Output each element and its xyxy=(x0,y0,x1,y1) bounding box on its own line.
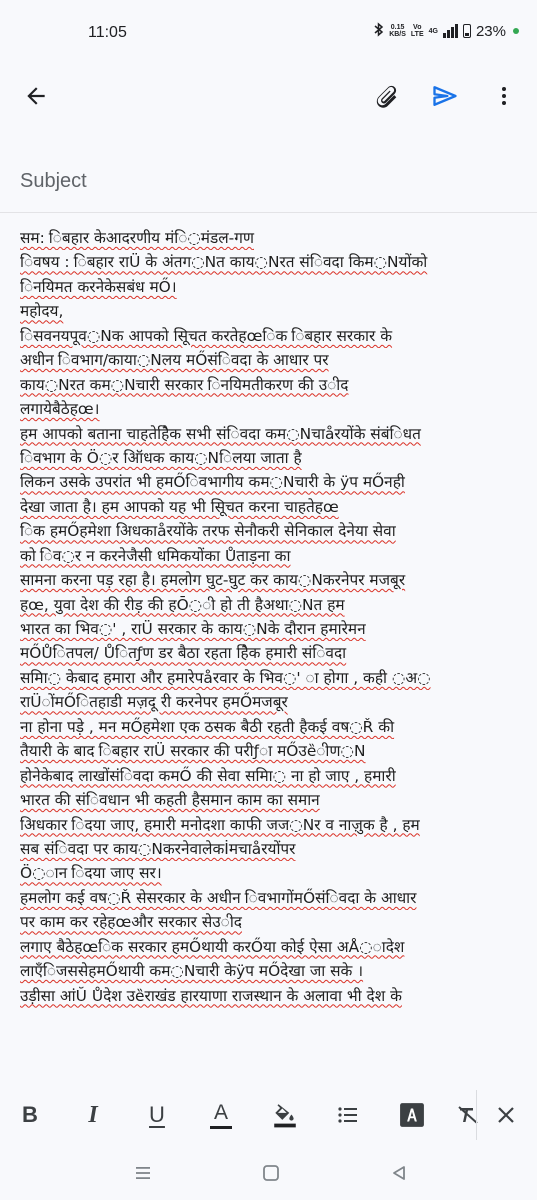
formatting-toolbar xyxy=(0,1086,537,1144)
subject-row xyxy=(0,150,537,213)
body-line: सब संिवदा पर काय◌Nकरनेवालेकİमचाåरयोंपर xyxy=(20,839,296,858)
more-vert-icon xyxy=(492,84,516,108)
status-bar xyxy=(0,0,537,66)
body-line: लिकन उसके उपरांत भी हमŐिवभागीय कम◌Nचारी के ÿप मŐनही xyxy=(20,473,405,492)
body-line: तैयारी के बाद िबहार राÜ सरकार की परीƒा मŐउȅीण◌N xyxy=(20,742,366,761)
italic-button[interactable]: I xyxy=(88,1101,98,1128)
fill-color-icon xyxy=(272,1101,298,1129)
body-line: भारत की संिवधान भी कहती हैसमान काम का समान xyxy=(20,791,320,810)
format-bar-divider xyxy=(476,1090,477,1140)
text-color-swatch xyxy=(210,1126,232,1129)
subject-input[interactable] xyxy=(20,164,510,198)
back-button[interactable] xyxy=(12,66,60,126)
body-line: िवषय : िबहार राÜ के अंतग◌Nत काय◌Nरत संिवदा किम◌Nयोंको xyxy=(20,253,428,272)
text-color-button[interactable] xyxy=(203,1094,239,1136)
recents-icon xyxy=(133,1164,153,1182)
body-line: Ö◌ान िदया जाए सर। xyxy=(20,864,162,883)
battery-percent: 23% xyxy=(475,22,506,40)
volte-indicator xyxy=(411,24,424,38)
paperclip-icon xyxy=(372,82,400,110)
clear-formatting-button[interactable] xyxy=(450,1094,486,1136)
body-line: भारत का भिव◌' , राÜ सरकार के काय◌Nके दौरान हमारेमन xyxy=(20,620,366,638)
body-line: िनयिमत करनेकेसबंध मŐ। xyxy=(20,277,177,296)
status-icons xyxy=(374,22,519,40)
signal-icon xyxy=(443,24,458,38)
arrow-back-icon xyxy=(23,83,49,109)
nav-back-button[interactable] xyxy=(384,1158,414,1188)
bold-button[interactable]: B xyxy=(22,1102,38,1127)
privacy-indicator-dot xyxy=(513,28,519,34)
highlight-button[interactable] xyxy=(267,1094,303,1136)
network-speed-value: 0.15 xyxy=(390,24,405,31)
body-line: को िव◌र न करनेजैसी धमिकयोंका Ůताड़ना का xyxy=(20,546,291,565)
body-line: उड़ीसा आंŬ Ůदेश उȅराखंड हारयाणा राजस्थान के अलावा भी देश के xyxy=(20,986,402,1005)
network-speed-unit: KB/S xyxy=(389,31,406,38)
body-line: काय◌Nरत कम◌Nचारी सरकार िनयिमतीकरण की उ◌ीद xyxy=(20,375,349,394)
body-line: समाि◌ केबाद हमारा और हमारेपåरवार के भिव◌' ◌ा होगा , कही ◌अ◌ xyxy=(20,668,431,687)
body-line: ना होना पड़े , मन मŐहमेशा एक ठसक बैठी रहती हैकई वष◌Ř की xyxy=(20,717,395,736)
body-line: मŐŮितपल/ Ůितƒण डर बैठा रहता हैिक हमारी संिवदा xyxy=(20,644,347,663)
bluetooth-icon xyxy=(374,22,384,40)
body-line: महोदय, xyxy=(20,302,64,321)
body-line: िसवनयपूव◌Nक आपको सूिचत करतेहœिक िबहार सरकार के xyxy=(20,326,393,345)
attach-button[interactable] xyxy=(362,66,410,126)
text-format-button[interactable] xyxy=(394,1094,430,1136)
underline-button[interactable]: U xyxy=(149,1102,165,1127)
body-line: होनेकेबाद लाखोंसंिवदा कमŐ की सेवा समाि◌ ना हो जाए , हमारी xyxy=(20,766,396,785)
battery-icon xyxy=(463,24,471,38)
send-button[interactable] xyxy=(421,66,469,126)
body-line: हमलोग कई वष◌Ř सेसरकार के अधीन िवभागोंमŐसंिवदा के आधार xyxy=(20,888,417,907)
body-line: अधीन िवभाग/काया◌Nलय मŐसंिवदा के आधार पर xyxy=(20,351,329,370)
body-line: हœ, युवा देश की रीड़ की हŌ◌ी हाे ती हैअथा◌Nत हम xyxy=(20,595,345,614)
body-line: सम: िबहार केआदरणीय मंि◌मंडल-गण xyxy=(20,229,254,247)
status-time: 11:05 xyxy=(88,24,127,41)
text-color-label: A xyxy=(213,1101,228,1124)
network-type: 4G xyxy=(428,27,438,35)
system-navigation-bar xyxy=(0,1144,537,1200)
bulleted-list-icon xyxy=(335,1103,361,1127)
message-body[interactable] xyxy=(20,226,525,1062)
body-line: हम आपको बताना चाहतेहैिक सभी संिवदा कम◌Nचाåरयोंके संबंिधत xyxy=(20,424,421,443)
body-line: राÜोंमŐितहाडी मज़दू री करनेपर हमŐमजबूर xyxy=(20,693,288,712)
nav-back-icon xyxy=(389,1163,409,1183)
body-line: पर काम कर रहेहœऔर सरकार सेउ◌ीद xyxy=(20,913,242,932)
body-line: देखा जाता है। हम आपको यह भी सूिचत करना चाहतेहœ xyxy=(20,497,339,516)
volte-bottom: LTE xyxy=(410,31,424,38)
body-line: अिधकार िदया जाए, हमारी मनोदशा काफी जज◌Nर व नाज़ुक है , हम xyxy=(20,815,420,834)
body-line: िक हमŐहमेशा अिधकाåरयोंके तरफ सेनौकरी सेनिकाल देनेया सेवा xyxy=(20,522,396,541)
send-icon xyxy=(431,82,459,110)
body-line: िवभाग के Ö◌र ऑिधक काय◌Nिलया जाता है xyxy=(20,448,302,467)
close-icon xyxy=(494,1103,518,1127)
bulleted-list-button[interactable] xyxy=(330,1094,366,1136)
home-icon xyxy=(261,1163,281,1183)
body-line: सामना करना पड़ रहा है। हमलोग घुट-घुट कर काय◌Nकरनेपर मजबूर xyxy=(20,571,406,590)
volte-top: Vo xyxy=(413,24,422,31)
body-line: लगायेबैठेहœ। xyxy=(20,400,100,419)
recents-button[interactable] xyxy=(128,1158,158,1188)
body-line: लाएँिजससेहमŐथायी कम◌Nचारी केÿप मŐदेखा जा सके । xyxy=(20,962,364,981)
text-format-icon xyxy=(399,1102,425,1128)
close-format-bar-button[interactable] xyxy=(488,1094,524,1136)
body-line: लगाए बैठेहœिक सरकार हमŐथायी करŐया कोई ऐसा अÅ◌ादेश xyxy=(20,937,405,956)
network-speed xyxy=(389,24,406,38)
home-button[interactable] xyxy=(256,1158,286,1188)
more-options-button[interactable] xyxy=(480,66,528,126)
compose-toolbar xyxy=(0,66,537,126)
